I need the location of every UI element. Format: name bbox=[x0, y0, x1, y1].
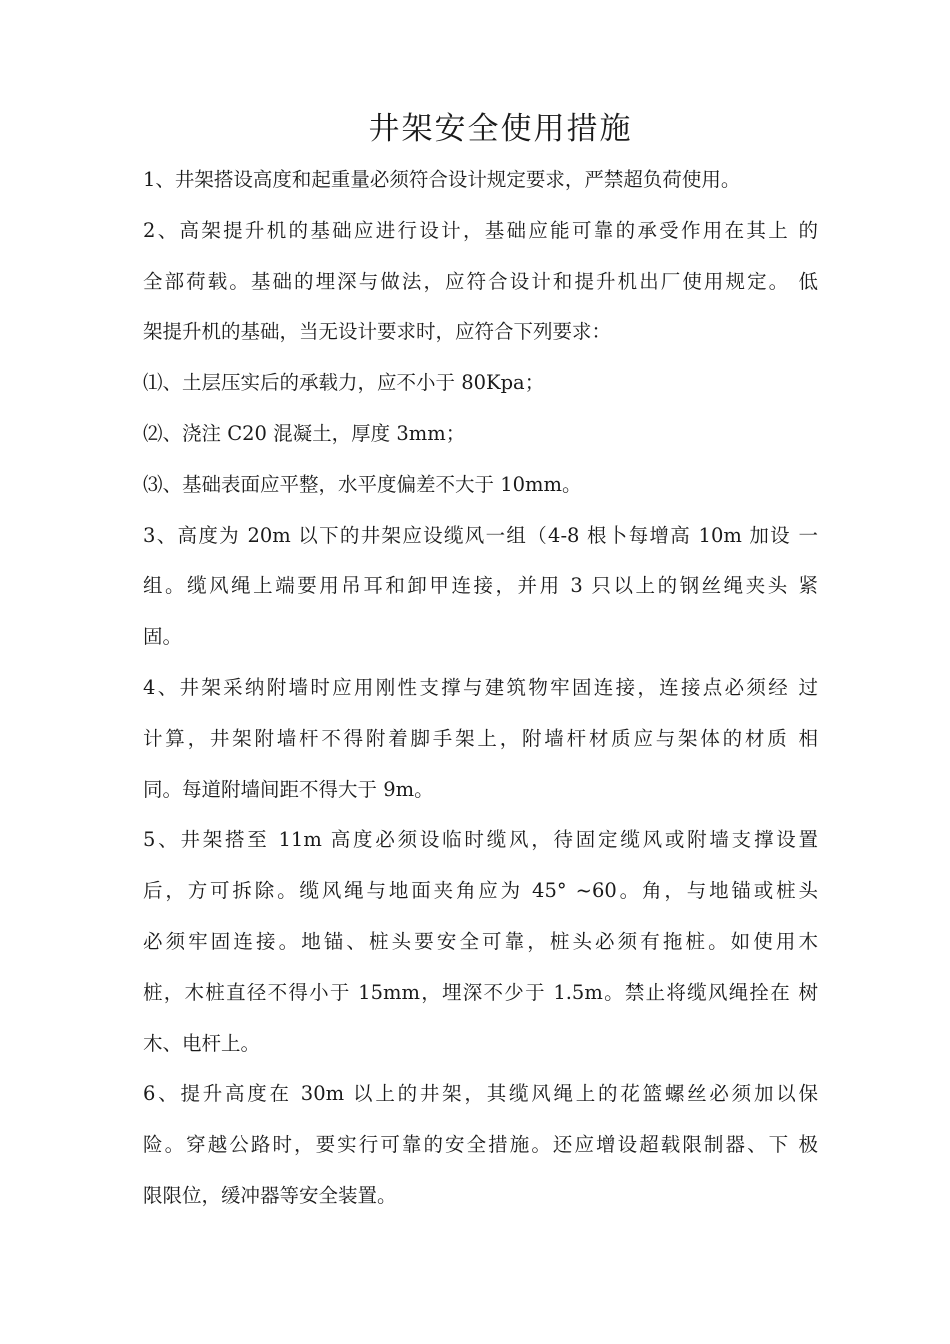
body-line: 木、电杆上。 bbox=[143, 1031, 261, 1055]
body-line: 2、高架提升机的基础应进行设计，基础应能可靠的承受作用在其上 的 bbox=[143, 218, 818, 242]
body-line: ⑶、基础表面应平整，水平度偏差不大于 10mm。 bbox=[143, 472, 582, 496]
body-line: 必须牢固连接。地锚、桩头要安全可靠，桩头必须有拖桩。如使用木 bbox=[143, 929, 818, 953]
body-line: 后，方可拆除。缆风绳与地面夹角应为 45° ~60。角，与地锚或桩头 bbox=[143, 879, 818, 903]
body-line: 固。 bbox=[143, 625, 183, 649]
body-line: ⑴、土层压实后的承载力，应不小于 80Kpa； bbox=[143, 371, 545, 395]
document-title: 井架安全使用措施 bbox=[368, 111, 633, 147]
body-line: ⑵、浇注 C20 混凝土，厚度 3mm； bbox=[143, 421, 466, 445]
body-line: 1、井架搭设高度和起重量必须符合设计规定要求，严禁超负荷使用。 bbox=[143, 168, 741, 191]
body-line: 计算，井架附墙杆不得附着脚手架上，附墙杆材质应与架体的材质 相 bbox=[143, 726, 818, 750]
document-body bbox=[143, 155, 818, 1222]
body-line: 险。穿越公路时，要实行可靠的安全措施。还应增设超载限制器、下 极 bbox=[143, 1133, 818, 1157]
body-line: 限限位，缓冲器等安全装置。 bbox=[143, 1183, 397, 1207]
body-line: 同。每道附墙间距不得大于 9m。 bbox=[143, 777, 434, 801]
body-line: 架提升机的基础，当无设计要求时，应符合下列要求： bbox=[143, 320, 612, 344]
body-line: 4、井架采纳附墙时应用刚性支撑与建筑物牢固连接，连接点必须经 过 bbox=[143, 675, 818, 699]
body-line: 组。缆风绳上端要用吊耳和卸甲连接，并用 3 只以上的钢丝绳夹头 紧 bbox=[143, 574, 818, 598]
body-line: 桩，木桩直径不得小于 15mm，埋深不少于 1.5m。禁止将缆风绳拴在 树 bbox=[143, 980, 818, 1004]
body-line: 全部荷载。基础的埋深与做法，应符合设计和提升机出厂使用规定。 低 bbox=[143, 269, 818, 293]
body-line: 5、井架搭至 11m 高度必须设临时缆风，待固定缆风或附墙支撑设置 bbox=[143, 828, 818, 852]
body-line: 3、高度为 20m 以下的井架应设缆风一组（4-8 根卜每增高 10m 加设 一 bbox=[143, 523, 818, 547]
body-line: 6、提升高度在 30m 以上的井架，其缆风绳上的花篮螺丝必须加以保 bbox=[143, 1082, 818, 1106]
